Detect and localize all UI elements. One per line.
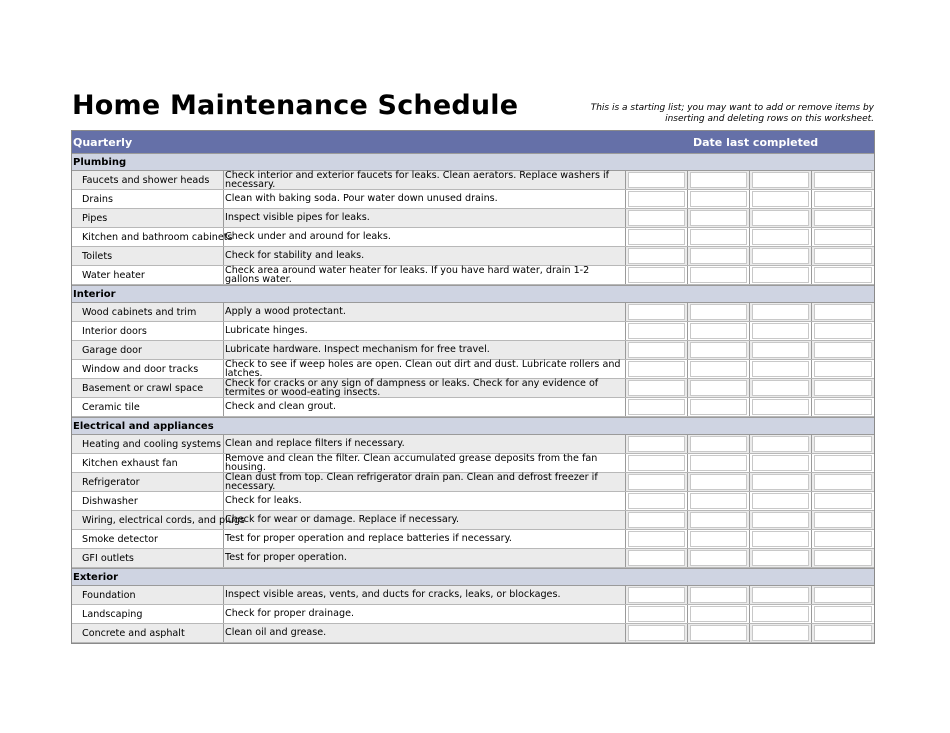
table-row — [72, 530, 874, 549]
task-cell: Check for cracks or any sign of dampness or leaks. Check for any evidence of termites or wood-eating insects. — [224, 379, 626, 397]
task-cell: Check for proper drainage. — [224, 605, 626, 623]
page-title: Home Maintenance Schedule — [72, 90, 519, 121]
date-entry-cell[interactable] — [626, 454, 688, 472]
date-entry-cell[interactable] — [812, 605, 874, 623]
date-entry-cell[interactable] — [750, 190, 812, 208]
date-entry-cell[interactable] — [626, 341, 688, 359]
item-cell: Pipes — [72, 209, 224, 227]
date-entry-cell[interactable] — [750, 266, 812, 284]
table-row — [72, 435, 874, 454]
date-entry-cell[interactable] — [626, 586, 688, 604]
date-entry-cell[interactable] — [750, 247, 812, 265]
date-entry-cell[interactable] — [750, 322, 812, 340]
task-cell: Clean with baking soda. Pour water down unused drains. — [224, 190, 626, 208]
date-entry-cell[interactable] — [626, 171, 688, 189]
date-entry-cell[interactable] — [688, 322, 750, 340]
date-entry-cell[interactable] — [812, 549, 874, 567]
item-cell: Wiring, electrical cords, and plugs — [72, 511, 224, 529]
date-column-label: Date last completed — [693, 135, 819, 149]
date-entry-cell[interactable] — [688, 530, 750, 548]
table-row — [72, 322, 874, 341]
item-cell: Wood cabinets and trim — [72, 303, 224, 321]
task-cell: Check to see if weep holes are open. Clean out dirt and dust. Lubricate rollers and latches. — [224, 360, 626, 378]
table-row — [72, 492, 874, 511]
date-entry-cell[interactable] — [750, 549, 812, 567]
item-cell: GFI outlets — [72, 549, 224, 567]
section-header: Plumbing — [72, 153, 874, 171]
date-entry-cell[interactable] — [626, 398, 688, 416]
date-entry-cell[interactable] — [626, 492, 688, 510]
item-cell: Ceramic tile — [72, 398, 224, 416]
table-row — [72, 454, 874, 473]
table-row — [72, 247, 874, 266]
table-row — [72, 228, 874, 247]
table-row — [72, 586, 874, 605]
date-entry-cell[interactable] — [688, 435, 750, 453]
date-entry-cell[interactable] — [626, 303, 688, 321]
task-cell: Check for stability and leaks. — [224, 247, 626, 265]
date-entry-cell[interactable] — [750, 435, 812, 453]
date-entry-cell[interactable] — [812, 266, 874, 284]
date-entry-cell[interactable] — [812, 454, 874, 472]
date-entry-cell[interactable] — [812, 322, 874, 340]
date-entry-cell[interactable] — [626, 605, 688, 623]
date-entry-cell[interactable] — [626, 209, 688, 227]
task-cell: Apply a wood protectant. — [224, 303, 626, 321]
table-row — [72, 511, 874, 530]
table-row — [72, 473, 874, 492]
task-cell: Test for proper operation and replace batteries if necessary. — [224, 530, 626, 548]
section-rows — [72, 586, 874, 643]
date-entry-cell[interactable] — [750, 624, 812, 642]
table-row — [72, 266, 874, 285]
task-cell: Inspect visible areas, vents, and ducts for cracks, leaks, or blockages. — [224, 586, 626, 604]
date-entry-cell[interactable] — [688, 473, 750, 491]
date-entry-cell[interactable] — [812, 360, 874, 378]
table-row — [72, 303, 874, 322]
date-entry-cell[interactable] — [750, 209, 812, 227]
table-row — [72, 341, 874, 360]
date-entry-cell[interactable] — [750, 228, 812, 246]
date-entry-cell[interactable] — [750, 605, 812, 623]
date-entry-cell[interactable] — [688, 586, 750, 604]
date-entry-cell[interactable] — [750, 454, 812, 472]
item-cell: Faucets and shower heads — [72, 171, 224, 189]
date-entry-cell[interactable] — [812, 492, 874, 510]
date-entry-cell[interactable] — [626, 473, 688, 491]
item-cell: Heating and cooling systems — [72, 435, 224, 453]
table-body — [72, 153, 874, 643]
date-entry-cell[interactable] — [626, 530, 688, 548]
task-cell: Check interior and exterior faucets for leaks. Clean aerators. Replace washers if necessary. — [224, 171, 626, 189]
item-cell: Kitchen and bathroom cabinets — [72, 228, 224, 246]
date-entry-cell[interactable] — [688, 228, 750, 246]
date-entry-cell[interactable] — [812, 209, 874, 227]
task-cell: Clean and replace filters if necessary. — [224, 435, 626, 453]
item-cell: Kitchen exhaust fan — [72, 454, 224, 472]
date-entry-cell[interactable] — [812, 303, 874, 321]
task-cell: Check under and around for leaks. — [224, 228, 626, 246]
date-entry-cell[interactable] — [812, 624, 874, 642]
task-cell: Remove and clean the filter. Clean accumulated grease deposits from the fan housing. — [224, 454, 626, 472]
table-row — [72, 624, 874, 643]
section-header: Interior — [72, 285, 874, 303]
date-entry-cell[interactable] — [688, 190, 750, 208]
task-cell: Clean dust from top. Clean refrigerator drain pan. Clean and defrost freezer if necessary. — [224, 473, 626, 491]
task-cell: Check and clean grout. — [224, 398, 626, 416]
task-cell: Check for wear or damage. Replace if necessary. — [224, 511, 626, 529]
date-entry-cell[interactable] — [812, 435, 874, 453]
date-entry-cell[interactable] — [750, 171, 812, 189]
date-entry-cell[interactable] — [688, 511, 750, 529]
task-cell: Lubricate hinges. — [224, 322, 626, 340]
item-cell: Smoke detector — [72, 530, 224, 548]
date-entry-cell[interactable] — [688, 266, 750, 284]
table-row — [72, 360, 874, 379]
date-entry-cell[interactable] — [626, 511, 688, 529]
table-row — [72, 379, 874, 398]
task-cell: Test for proper operation. — [224, 549, 626, 567]
item-cell: Landscaping — [72, 605, 224, 623]
task-cell: Clean oil and grease. — [224, 624, 626, 642]
date-entry-cell[interactable] — [812, 379, 874, 397]
period-label: Quarterly — [73, 135, 133, 149]
section-rows — [72, 303, 874, 417]
date-entry-cell[interactable] — [750, 398, 812, 416]
date-entry-cell[interactable] — [688, 379, 750, 397]
date-entry-cell[interactable] — [812, 530, 874, 548]
instructions-note: This is a starting list; you may want to add or remove items by inserting and deleting rows on this worksheet. — [590, 103, 874, 124]
date-entry-cell[interactable] — [750, 303, 812, 321]
item-cell: Foundation — [72, 586, 224, 604]
date-entry-cell[interactable] — [812, 247, 874, 265]
date-entry-cell[interactable] — [688, 605, 750, 623]
date-entry-cell[interactable] — [750, 473, 812, 491]
date-entry-cell[interactable] — [626, 322, 688, 340]
item-cell: Refrigerator — [72, 473, 224, 491]
item-cell: Interior doors — [72, 322, 224, 340]
task-cell: Check for leaks. — [224, 492, 626, 510]
task-cell: Inspect visible pipes for leaks. — [224, 209, 626, 227]
item-cell: Garage door — [72, 341, 224, 359]
date-entry-cell[interactable] — [688, 398, 750, 416]
date-entry-cell[interactable] — [688, 454, 750, 472]
date-entry-cell[interactable] — [812, 473, 874, 491]
date-entry-cell[interactable] — [812, 398, 874, 416]
section-header: Exterior — [72, 568, 874, 586]
date-entry-cell[interactable] — [688, 360, 750, 378]
date-entry-cell[interactable] — [688, 341, 750, 359]
date-entry-cell[interactable] — [626, 624, 688, 642]
task-cell: Check area around water heater for leaks. If you have hard water, drain 1-2 gallons water. — [224, 266, 626, 284]
section-rows — [72, 435, 874, 568]
table-row — [72, 209, 874, 228]
date-entry-cell[interactable] — [750, 492, 812, 510]
item-cell: Concrete and asphalt — [72, 624, 224, 642]
date-entry-cell[interactable] — [688, 303, 750, 321]
date-entry-cell[interactable] — [688, 209, 750, 227]
date-entry-cell[interactable] — [750, 360, 812, 378]
item-cell: Window and door tracks — [72, 360, 224, 378]
date-entry-cell[interactable] — [688, 492, 750, 510]
date-entry-cell[interactable] — [626, 247, 688, 265]
date-entry-cell[interactable] — [812, 190, 874, 208]
table-row — [72, 398, 874, 417]
date-entry-cell[interactable] — [626, 360, 688, 378]
date-entry-cell[interactable] — [626, 266, 688, 284]
date-entry-cell[interactable] — [750, 341, 812, 359]
item-cell: Basement or crawl space — [72, 379, 224, 397]
date-entry-cell[interactable] — [750, 379, 812, 397]
date-entry-cell[interactable] — [750, 511, 812, 529]
table-row — [72, 171, 874, 190]
date-entry-cell[interactable] — [626, 549, 688, 567]
item-cell: Dishwasher — [72, 492, 224, 510]
date-entry-cell[interactable] — [688, 247, 750, 265]
table-row — [72, 549, 874, 568]
date-entry-cell[interactable] — [812, 511, 874, 529]
date-entry-cell[interactable] — [626, 228, 688, 246]
date-entry-cell[interactable] — [626, 190, 688, 208]
task-cell: Lubricate hardware. Inspect mechanism for free travel. — [224, 341, 626, 359]
maintenance-table — [71, 130, 875, 644]
date-entry-cell[interactable] — [750, 586, 812, 604]
item-cell: Water heater — [72, 266, 224, 284]
date-entry-cell[interactable] — [812, 228, 874, 246]
date-entry-cell[interactable] — [812, 586, 874, 604]
section-header: Electrical and appliances — [72, 417, 874, 435]
date-entry-cell[interactable] — [626, 379, 688, 397]
date-entry-cell[interactable] — [750, 530, 812, 548]
date-entry-cell[interactable] — [626, 435, 688, 453]
date-entry-cell[interactable] — [688, 171, 750, 189]
section-rows — [72, 171, 874, 285]
date-entry-cell[interactable] — [812, 341, 874, 359]
table-row — [72, 190, 874, 209]
table-header — [72, 131, 874, 153]
date-entry-cell[interactable] — [688, 549, 750, 567]
date-entry-cell[interactable] — [812, 171, 874, 189]
item-cell: Drains — [72, 190, 224, 208]
item-cell: Toilets — [72, 247, 224, 265]
date-entry-cell[interactable] — [688, 624, 750, 642]
table-row — [72, 605, 874, 624]
